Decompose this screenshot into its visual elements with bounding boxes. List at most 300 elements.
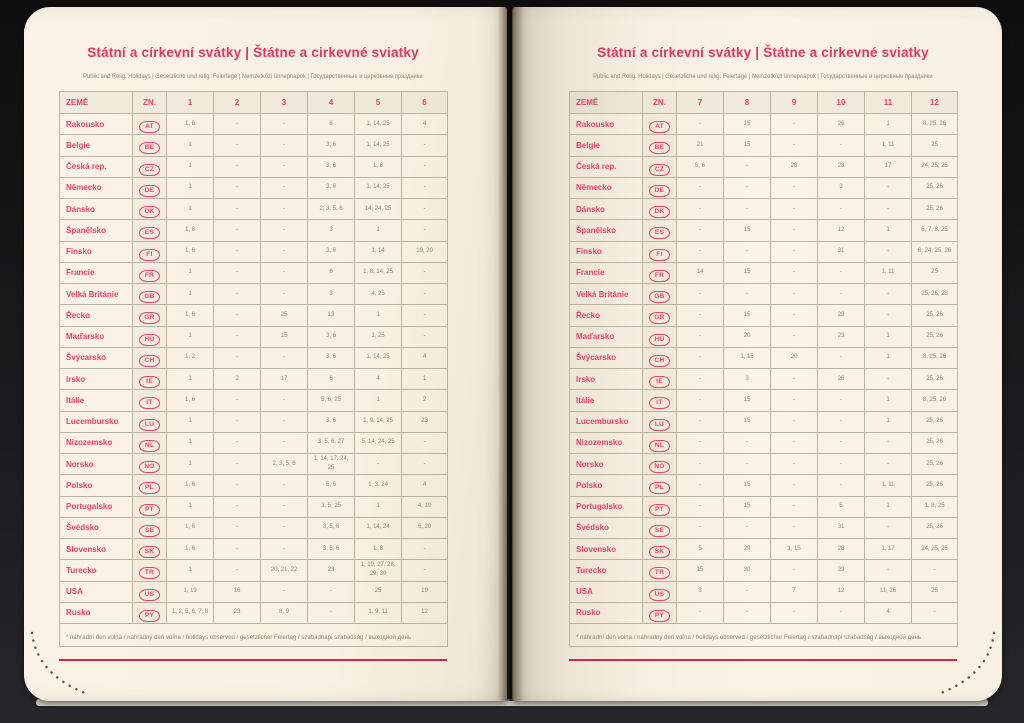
country-name-cell: Švédsko: [570, 517, 643, 538]
holiday-dates-cell: 1: [167, 560, 214, 581]
holiday-dates-cell: 23: [818, 326, 865, 347]
table-row: [60, 475, 448, 496]
holiday-dates-cell: 2, 3, 5, 6: [308, 199, 355, 220]
table-row: [60, 369, 448, 390]
holiday-dates-cell: -: [818, 432, 865, 453]
country-code-badge: GR: [649, 312, 670, 324]
holiday-dates-cell: -: [771, 177, 818, 198]
holiday-dates-cell: 1: [167, 284, 214, 305]
holiday-dates-cell: 1, 8: [355, 539, 402, 560]
country-code-cell: [643, 305, 677, 326]
holiday-dates-cell: -: [818, 411, 865, 432]
holiday-dates-cell: -: [818, 454, 865, 475]
holiday-dates-cell: 1, 6: [167, 390, 214, 411]
holiday-dates-cell: 1: [402, 369, 448, 390]
holiday-dates-cell: 1, 25: [355, 326, 402, 347]
holiday-dates-cell: -: [771, 602, 818, 623]
column-header-code: ZN.: [133, 92, 167, 114]
country-code-cell: [643, 369, 677, 390]
holiday-dates-cell: 3, 5, 6: [308, 539, 355, 560]
country-code-badge: ES: [139, 227, 160, 239]
table-row: [570, 432, 958, 453]
holiday-dates-cell: 4: [355, 369, 402, 390]
holiday-dates-cell: 1, 19, 27, 28, 29, 30: [355, 560, 402, 581]
country-name-cell: Portugalsko: [60, 496, 133, 517]
holiday-dates-cell: 26: [818, 369, 865, 390]
holidays-table-months-1-6: [59, 91, 448, 647]
holiday-dates-cell: 8, 25, 26: [912, 390, 958, 411]
table-row: [570, 241, 958, 262]
holiday-dates-cell: 28: [818, 156, 865, 177]
country-code-badge: CZ: [139, 164, 160, 176]
holiday-dates-cell: 19: [402, 581, 448, 602]
holiday-dates-cell: 28: [818, 539, 865, 560]
table-row: [60, 432, 448, 453]
holiday-dates-cell: -: [355, 454, 402, 475]
holiday-dates-cell: -: [261, 432, 308, 453]
holiday-dates-cell: 26: [818, 114, 865, 135]
country-code-cell: [133, 156, 167, 177]
country-code-badge: CH: [649, 355, 670, 367]
holiday-dates-cell: 1, 6: [167, 114, 214, 135]
country-code-cell: [133, 262, 167, 283]
table-row: [60, 560, 448, 581]
holiday-dates-cell: 25, 26: [912, 326, 958, 347]
country-code-badge: NO: [649, 461, 670, 473]
country-code-cell: [643, 475, 677, 496]
holiday-dates-cell: -: [724, 241, 771, 262]
holiday-dates-cell: 15: [724, 411, 771, 432]
country-name-cell: Rusko: [60, 602, 133, 623]
country-code-cell: [643, 432, 677, 453]
country-name-cell: USA: [570, 581, 643, 602]
holiday-dates-cell: 1, 6: [167, 220, 214, 241]
column-header-month: 1: [167, 92, 214, 114]
table-row: [60, 517, 448, 538]
country-name-cell: Francie: [60, 262, 133, 283]
holiday-dates-cell: -: [771, 326, 818, 347]
country-code-cell: [133, 390, 167, 411]
accent-rule: [569, 659, 957, 661]
holiday-dates-cell: -: [214, 305, 261, 326]
holiday-dates-cell: 1, 14, 24: [355, 517, 402, 538]
holiday-dates-cell: 3, 6: [308, 177, 355, 198]
column-header-country: ZEMĚ: [60, 92, 133, 114]
holiday-dates-cell: -: [771, 454, 818, 475]
table-row: [570, 411, 958, 432]
table-row: [570, 517, 958, 538]
holiday-dates-cell: 1, 8, 25: [912, 496, 958, 517]
table-row: [570, 602, 958, 623]
perforation-dots-icon: [25, 624, 97, 700]
holiday-dates-cell: 25: [912, 135, 958, 156]
table-row: [60, 347, 448, 368]
holiday-dates-cell: 4: [402, 114, 448, 135]
holiday-dates-cell: 25, 26: [912, 517, 958, 538]
country-code-badge: FR: [649, 270, 670, 282]
table-row: [60, 390, 448, 411]
holiday-dates-cell: -: [261, 475, 308, 496]
holiday-dates-cell: 17: [261, 369, 308, 390]
holiday-dates-cell: 3, 6: [308, 241, 355, 262]
holiday-dates-cell: 1: [167, 326, 214, 347]
holiday-dates-cell: 6, 20: [402, 517, 448, 538]
holiday-dates-cell: -: [771, 517, 818, 538]
holiday-dates-cell: 23: [308, 560, 355, 581]
country-code-cell: [643, 326, 677, 347]
country-code-cell: [133, 475, 167, 496]
country-code-cell: [643, 114, 677, 135]
holiday-dates-cell: -: [402, 135, 448, 156]
holiday-dates-cell: 3: [724, 369, 771, 390]
holiday-dates-cell: -: [677, 177, 724, 198]
accent-rule: [59, 659, 447, 661]
holiday-dates-cell: 6: [308, 369, 355, 390]
holiday-dates-cell: -: [818, 347, 865, 368]
holiday-dates-cell: 23: [214, 602, 261, 623]
country-name-cell: Německo: [570, 177, 643, 198]
holiday-dates-cell: 25, 26: [912, 454, 958, 475]
holiday-dates-cell: -: [677, 517, 724, 538]
holiday-dates-cell: -: [677, 220, 724, 241]
holiday-dates-cell: 15: [724, 496, 771, 517]
holiday-dates-cell: -: [214, 454, 261, 475]
country-code-cell: [643, 390, 677, 411]
country-code-badge: IT: [139, 397, 160, 409]
country-code-badge: LU: [649, 419, 670, 431]
holiday-dates-cell: 1: [865, 390, 912, 411]
holiday-dates-cell: -: [214, 475, 261, 496]
country-code-cell: [643, 284, 677, 305]
country-code-cell: [643, 156, 677, 177]
holiday-dates-cell: 4: [402, 347, 448, 368]
holiday-dates-cell: 1, 14, 17, 24, 25: [308, 454, 355, 475]
table-row: [570, 496, 958, 517]
country-code-cell: [643, 539, 677, 560]
holiday-dates-cell: -: [402, 560, 448, 581]
holiday-dates-cell: -: [865, 199, 912, 220]
table-row: [570, 326, 958, 347]
holiday-dates-cell: -: [214, 390, 261, 411]
page-subtitle: Public and Relig. Holidays | Gesetzliche und relig. Feiertage | Nemzetközi ünnepnapok | Государственные и церковные праздники: [83, 73, 423, 80]
holiday-dates-cell: -: [677, 241, 724, 262]
holiday-dates-cell: -: [677, 347, 724, 368]
holiday-dates-cell: 1: [167, 199, 214, 220]
holiday-dates-cell: -: [261, 581, 308, 602]
holiday-dates-cell: 3, 5, 6: [308, 517, 355, 538]
country-name-cell: Norsko: [60, 454, 133, 475]
holiday-dates-cell: 15: [261, 326, 308, 347]
footnote-text: * náhradní den volna / náhradný deň voľna / holidays observed / gesetzlicher Feiertag / szabadnapi szabadság / выходной день: [66, 634, 412, 641]
footnote-row: [570, 624, 958, 647]
holiday-dates-cell: 29: [724, 539, 771, 560]
country-name-cell: Řecko: [60, 305, 133, 326]
country-code-badge: PT: [649, 504, 670, 516]
holiday-dates-cell: -: [214, 135, 261, 156]
country-name-cell: Finsko: [60, 241, 133, 262]
holiday-dates-cell: 1: [167, 177, 214, 198]
country-code-cell: [643, 602, 677, 623]
country-code-badge: IT: [649, 397, 670, 409]
holiday-dates-cell: -: [818, 602, 865, 623]
holiday-dates-cell: -: [261, 390, 308, 411]
page-header-right: [569, 45, 957, 83]
holiday-dates-cell: -: [261, 347, 308, 368]
column-header-month: 10: [818, 92, 865, 114]
country-code-cell: [133, 432, 167, 453]
country-code-cell: [643, 454, 677, 475]
holiday-dates-cell: -: [771, 560, 818, 581]
country-code-badge: DE: [649, 185, 670, 197]
country-code-badge: US: [139, 589, 160, 601]
holiday-dates-cell: 16: [214, 581, 261, 602]
table-row: [570, 560, 958, 581]
holiday-dates-cell: 3: [308, 220, 355, 241]
holiday-dates-cell: -: [677, 284, 724, 305]
footnote-row: [60, 624, 448, 647]
holiday-dates-cell: 5: [818, 496, 865, 517]
holiday-dates-cell: 1: [355, 220, 402, 241]
holiday-dates-cell: -: [677, 114, 724, 135]
holiday-dates-cell: 1: [167, 262, 214, 283]
holiday-dates-cell: 1: [167, 369, 214, 390]
table-row: [570, 156, 958, 177]
holiday-dates-cell: 1: [355, 390, 402, 411]
country-name-cell: Dánsko: [570, 199, 643, 220]
table-row: [60, 220, 448, 241]
holiday-dates-cell: -: [818, 262, 865, 283]
holiday-dates-cell: 24, 25, 26: [912, 539, 958, 560]
country-code-cell: [643, 411, 677, 432]
holiday-dates-cell: 1, 6: [167, 475, 214, 496]
country-code-badge: SE: [139, 525, 160, 537]
country-code-cell: [643, 347, 677, 368]
holiday-dates-cell: -: [261, 135, 308, 156]
holiday-dates-cell: -: [771, 475, 818, 496]
country-name-cell: Řecko: [570, 305, 643, 326]
holiday-dates-cell: -: [724, 581, 771, 602]
holiday-dates-cell: -: [261, 114, 308, 135]
holiday-dates-cell: 15: [724, 390, 771, 411]
table-row: [60, 114, 448, 135]
country-code-badge: PL: [649, 482, 670, 494]
holiday-dates-cell: 1, 9, 11: [355, 602, 402, 623]
country-name-cell: Švýcarsko: [570, 347, 643, 368]
holiday-dates-cell: 1: [865, 220, 912, 241]
country-name-cell: Lucembursko: [60, 411, 133, 432]
country-code-cell: [133, 517, 167, 538]
holiday-dates-cell: -: [724, 177, 771, 198]
country-name-cell: Polsko: [570, 475, 643, 496]
country-name-cell: Dánsko: [60, 199, 133, 220]
holiday-dates-cell: -: [771, 262, 818, 283]
holiday-dates-cell: 1: [167, 454, 214, 475]
country-name-cell: Česká rep.: [570, 156, 643, 177]
holiday-dates-cell: 12: [402, 602, 448, 623]
holiday-dates-cell: 1, 14, 25: [355, 347, 402, 368]
holiday-dates-cell: -: [771, 411, 818, 432]
table-row: [570, 475, 958, 496]
holiday-dates-cell: -: [912, 560, 958, 581]
holiday-dates-cell: 1: [167, 496, 214, 517]
country-name-cell: Španělsko: [570, 220, 643, 241]
holiday-dates-cell: 1, 15: [724, 347, 771, 368]
holiday-dates-cell: -: [677, 432, 724, 453]
country-name-cell: Nizozemsko: [570, 432, 643, 453]
holiday-dates-cell: 25, 26: [912, 369, 958, 390]
holiday-dates-cell: 5, 6: [308, 475, 355, 496]
holiday-dates-cell: 25, 26: [912, 199, 958, 220]
holiday-dates-cell: -: [771, 369, 818, 390]
country-code-badge: DK: [649, 206, 670, 218]
holiday-dates-cell: -: [724, 454, 771, 475]
holiday-dates-cell: 1, 14, 25: [355, 177, 402, 198]
holiday-dates-cell: -: [677, 390, 724, 411]
holiday-dates-cell: 31: [818, 517, 865, 538]
holiday-dates-cell: 3, 6: [308, 411, 355, 432]
holiday-dates-cell: -: [214, 262, 261, 283]
holiday-dates-cell: -: [261, 539, 308, 560]
table-header-row: [570, 92, 958, 114]
holiday-dates-cell: 1, 2: [167, 347, 214, 368]
holiday-dates-cell: 1, 17: [865, 539, 912, 560]
holiday-dates-cell: -: [402, 454, 448, 475]
holiday-dates-cell: -: [261, 177, 308, 198]
holiday-dates-cell: 3, 5, 6, 27: [308, 432, 355, 453]
country-code-badge: PL: [139, 482, 160, 494]
holiday-dates-cell: -: [214, 432, 261, 453]
holiday-dates-cell: -: [677, 326, 724, 347]
country-code-badge: IE: [139, 376, 160, 388]
table-row: [570, 454, 958, 475]
holiday-dates-cell: 6: [308, 262, 355, 283]
holiday-dates-cell: -: [214, 284, 261, 305]
holiday-dates-cell: -: [771, 241, 818, 262]
holiday-dates-cell: -: [724, 156, 771, 177]
country-code-badge: GB: [139, 291, 160, 303]
holiday-dates-cell: 19, 20: [402, 241, 448, 262]
country-code-cell: [133, 411, 167, 432]
holiday-dates-cell: 1, 8: [355, 156, 402, 177]
table-row: [60, 602, 448, 623]
holiday-dates-cell: -: [724, 284, 771, 305]
country-code-badge: TR: [649, 567, 670, 579]
holiday-dates-cell: 8, 9: [261, 602, 308, 623]
holiday-dates-cell: -: [865, 305, 912, 326]
table-row: [570, 177, 958, 198]
country-name-cell: Lucembursko: [570, 411, 643, 432]
country-code-cell: [133, 305, 167, 326]
holiday-dates-cell: -: [677, 411, 724, 432]
holiday-dates-cell: 1: [865, 411, 912, 432]
holiday-dates-cell: -: [865, 284, 912, 305]
holiday-dates-cell: -: [865, 454, 912, 475]
country-code-badge: CH: [139, 355, 160, 367]
country-name-cell: Velká Británie: [60, 284, 133, 305]
country-code-cell: [643, 177, 677, 198]
holiday-dates-cell: -: [818, 135, 865, 156]
holiday-dates-cell: -: [402, 305, 448, 326]
holiday-dates-cell: -: [402, 177, 448, 198]
footnote-text: * náhradní den volna / náhradný deň voľna / holidays observed / gesetzlicher Feiertag / szabadnapi szabadság / выходной день: [576, 634, 922, 641]
country-code-cell: [133, 135, 167, 156]
holiday-dates-cell: -: [677, 305, 724, 326]
holiday-dates-cell: -: [865, 517, 912, 538]
holiday-dates-cell: 30: [724, 560, 771, 581]
holiday-dates-cell: -: [402, 220, 448, 241]
holiday-dates-cell: 1, 14, 25: [355, 114, 402, 135]
table-row: [60, 262, 448, 283]
holiday-dates-cell: 3: [818, 177, 865, 198]
holiday-dates-cell: 1, 9, 14, 25: [355, 411, 402, 432]
country-code-badge: DK: [139, 206, 160, 218]
holiday-dates-cell: 8, 25, 26: [912, 114, 958, 135]
holiday-dates-cell: 25, 26: [912, 432, 958, 453]
holiday-dates-cell: -: [402, 262, 448, 283]
country-code-cell: [643, 496, 677, 517]
holiday-dates-cell: 1, 14, 25: [355, 135, 402, 156]
holiday-dates-cell: 1: [167, 156, 214, 177]
country-code-cell: [133, 496, 167, 517]
holiday-dates-cell: 1, 19: [167, 581, 214, 602]
table-row: [60, 199, 448, 220]
country-code-badge: BE: [649, 142, 670, 154]
table-row: [60, 177, 448, 198]
holiday-dates-cell: 3, 6: [308, 156, 355, 177]
holiday-dates-cell: -: [724, 602, 771, 623]
holiday-dates-cell: 3: [677, 581, 724, 602]
holiday-dates-cell: 25, 26: [912, 305, 958, 326]
holiday-dates-cell: 23: [402, 411, 448, 432]
holiday-dates-cell: 1, 2, 5, 6, 7, 8: [167, 602, 214, 623]
column-header-month: 11: [865, 92, 912, 114]
holiday-dates-cell: 28: [818, 305, 865, 326]
holiday-dates-cell: 1: [865, 326, 912, 347]
country-code-badge: NO: [139, 461, 160, 473]
holiday-dates-cell: 4, 25: [355, 284, 402, 305]
country-code-badge: PT: [139, 504, 160, 516]
holiday-dates-cell: 7: [771, 581, 818, 602]
country-code-badge: HU: [139, 334, 160, 346]
country-name-cell: Polsko: [60, 475, 133, 496]
holiday-dates-cell: 1: [865, 114, 912, 135]
table-row: [60, 496, 448, 517]
holiday-dates-cell: -: [261, 220, 308, 241]
column-header-month: 9: [771, 92, 818, 114]
holiday-dates-cell: 1, 6: [167, 539, 214, 560]
holiday-dates-cell: -: [214, 347, 261, 368]
holiday-dates-cell: 5, 6: [677, 156, 724, 177]
column-header-month: 7: [677, 92, 724, 114]
holidays-table-months-7-12: [569, 91, 958, 647]
country-code-badge: DE: [139, 185, 160, 197]
holiday-dates-cell: -: [261, 199, 308, 220]
column-header-month: 12: [912, 92, 958, 114]
table-row: [570, 347, 958, 368]
country-code-badge: ES: [649, 227, 670, 239]
country-code-badge: IE: [649, 376, 670, 388]
table-header-row: [60, 92, 448, 114]
holiday-dates-cell: 14, 24, 25: [355, 199, 402, 220]
holiday-dates-cell: 1, 11: [865, 262, 912, 283]
holiday-dates-cell: 5, 14, 24, 25: [355, 432, 402, 453]
holiday-dates-cell: 3, 5, 25: [308, 496, 355, 517]
country-name-cell: Švýcarsko: [60, 347, 133, 368]
holiday-dates-cell: -: [818, 390, 865, 411]
table-row: [570, 305, 958, 326]
holiday-dates-cell: -: [818, 284, 865, 305]
country-name-cell: Španělsko: [60, 220, 133, 241]
